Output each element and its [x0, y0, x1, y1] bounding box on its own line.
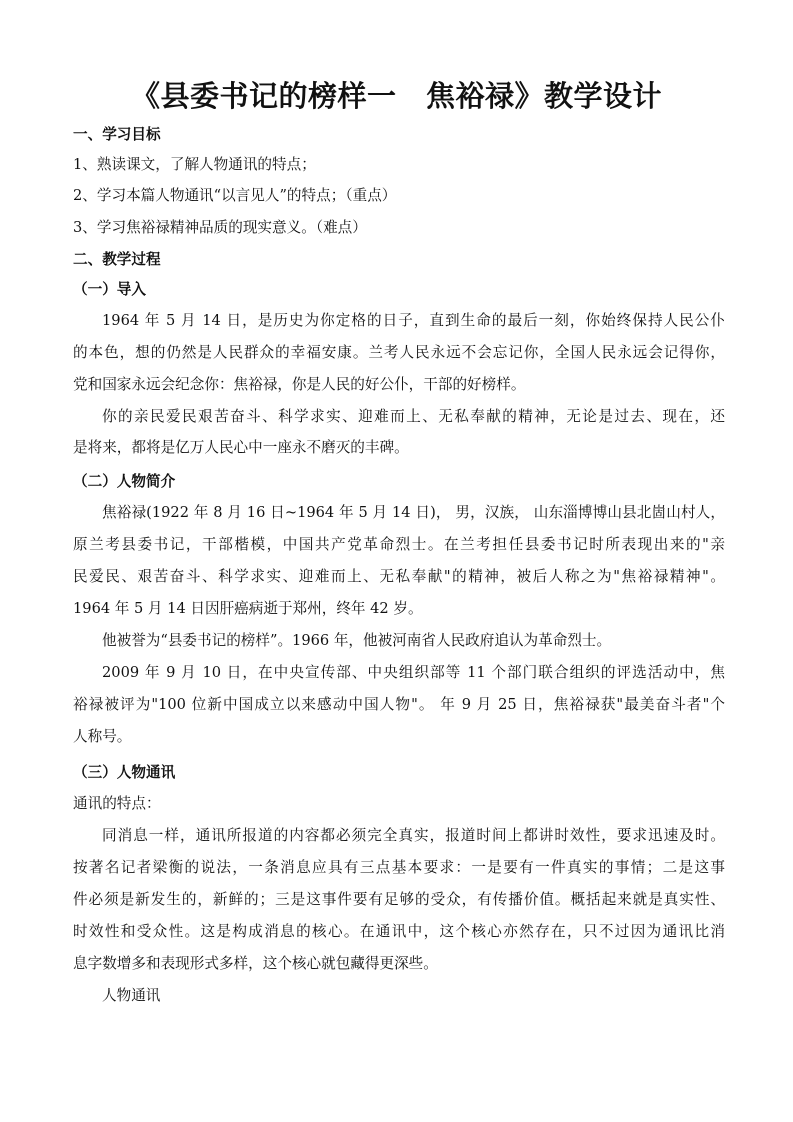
section-heading-learning-goals: 一、学习目标: [73, 126, 161, 143]
goal-item: 2、学习本篇人物通讯“以言见人”的特点；（重点）: [73, 187, 397, 204]
paragraph-line: 1964 年 5 月 14 日因肝癌病逝于郑州，终年 42 岁。: [73, 600, 423, 617]
paragraph-line: 息字数增多和表现形式多样，这个核心就包藏得更深些。: [73, 955, 438, 972]
subsection-heading-profile: （二）人物简介: [73, 473, 176, 490]
paragraph-line: 2009 年 9 月 10 日，在中央宣传部、中央组织部等 11 个部门联合组织的评选活动中，焦: [102, 664, 725, 681]
subsection-heading-introduction: （一）导入: [73, 281, 146, 298]
paragraph-line: 焦裕禄(1922 年 8 月 16 日~1964 年 5 月 14 日)， 男，汉族， 山东淄博博山县北崮山村人，: [102, 504, 725, 521]
paragraph-line: 是将来，都将是亿万人民心中一座永不磨灭的丰碑。: [73, 439, 409, 456]
paragraph-label: 通讯的特点：: [73, 795, 161, 812]
paragraph-line: 同消息一样，通讯所报道的内容都必须完全真实，报道时间上都讲时效性，要求迅速及时。: [102, 827, 725, 844]
paragraph-line: 的本色，想的仍然是人民群众的幸福安康。兰考人民永远不会忘记你，全国人民永远会记得你，: [73, 344, 725, 361]
paragraph-line: 1964 年 5 月 14 日，是历史为你定格的日子，直到生命的最后一刻，你始终保持人民公仆: [102, 312, 725, 329]
paragraph-line: 你的亲民爱民艰苦奋斗、科学求实、迎难而上、无私奉献的精神，无论是过去、现在，还: [102, 408, 725, 425]
goal-item: 3、学习焦裕禄精神品质的现实意义。（难点）: [73, 219, 367, 236]
paragraph-line: 件必须是新发生的，新鲜的；三是这事件要有足够的受众，有传播价值。概括起来就是真实性、: [73, 891, 725, 908]
paragraph-line: 裕禄被评为"100 位新中国成立以来感动中国人物"。 年 9 月 25 日，焦裕禄获"最美奋斗者"个: [73, 696, 725, 713]
section-heading-teaching-process: 二、教学过程: [73, 251, 161, 268]
paragraph-line: 民爱民、艰苦奋斗、科学求实、迎难而上、无私奉献"的精神，被后人称之为"焦裕禄精神"。: [73, 568, 725, 585]
paragraph-line: 原兰考县委书记，干部楷模，中国共产党革命烈士。在兰考担任县委书记时所表现出来的"亲: [73, 536, 725, 553]
paragraph-line: 党和国家永远会纪念你：焦裕禄，你是人民的好公仆，干部的好榜样。: [73, 376, 526, 393]
document-title: 《县委书记的榜样一 焦裕禄》教学设计: [130, 79, 662, 113]
goal-item: 1、熟读课文，了解人物通讯的特点；: [73, 156, 316, 173]
paragraph-line: 时效性和受众性。这是构成消息的核心。在通讯中，这个核心亦然存在，只不过因为通讯比消: [73, 923, 725, 940]
paragraph-line: 他被誉为“县委书记的榜样”。1966 年，他被河南省人民政府追认为革命烈士。: [102, 632, 612, 649]
paragraph-line: 人物通讯: [102, 987, 161, 1004]
subsection-heading-news-feature: （三）人物通讯: [73, 764, 176, 781]
paragraph-line: 人称号。: [73, 728, 132, 745]
paragraph-line: 按著名记者梁衡的说法，一条消息应具有三点基本要求：一是要有一件真实的事情；二是这事: [73, 859, 725, 876]
